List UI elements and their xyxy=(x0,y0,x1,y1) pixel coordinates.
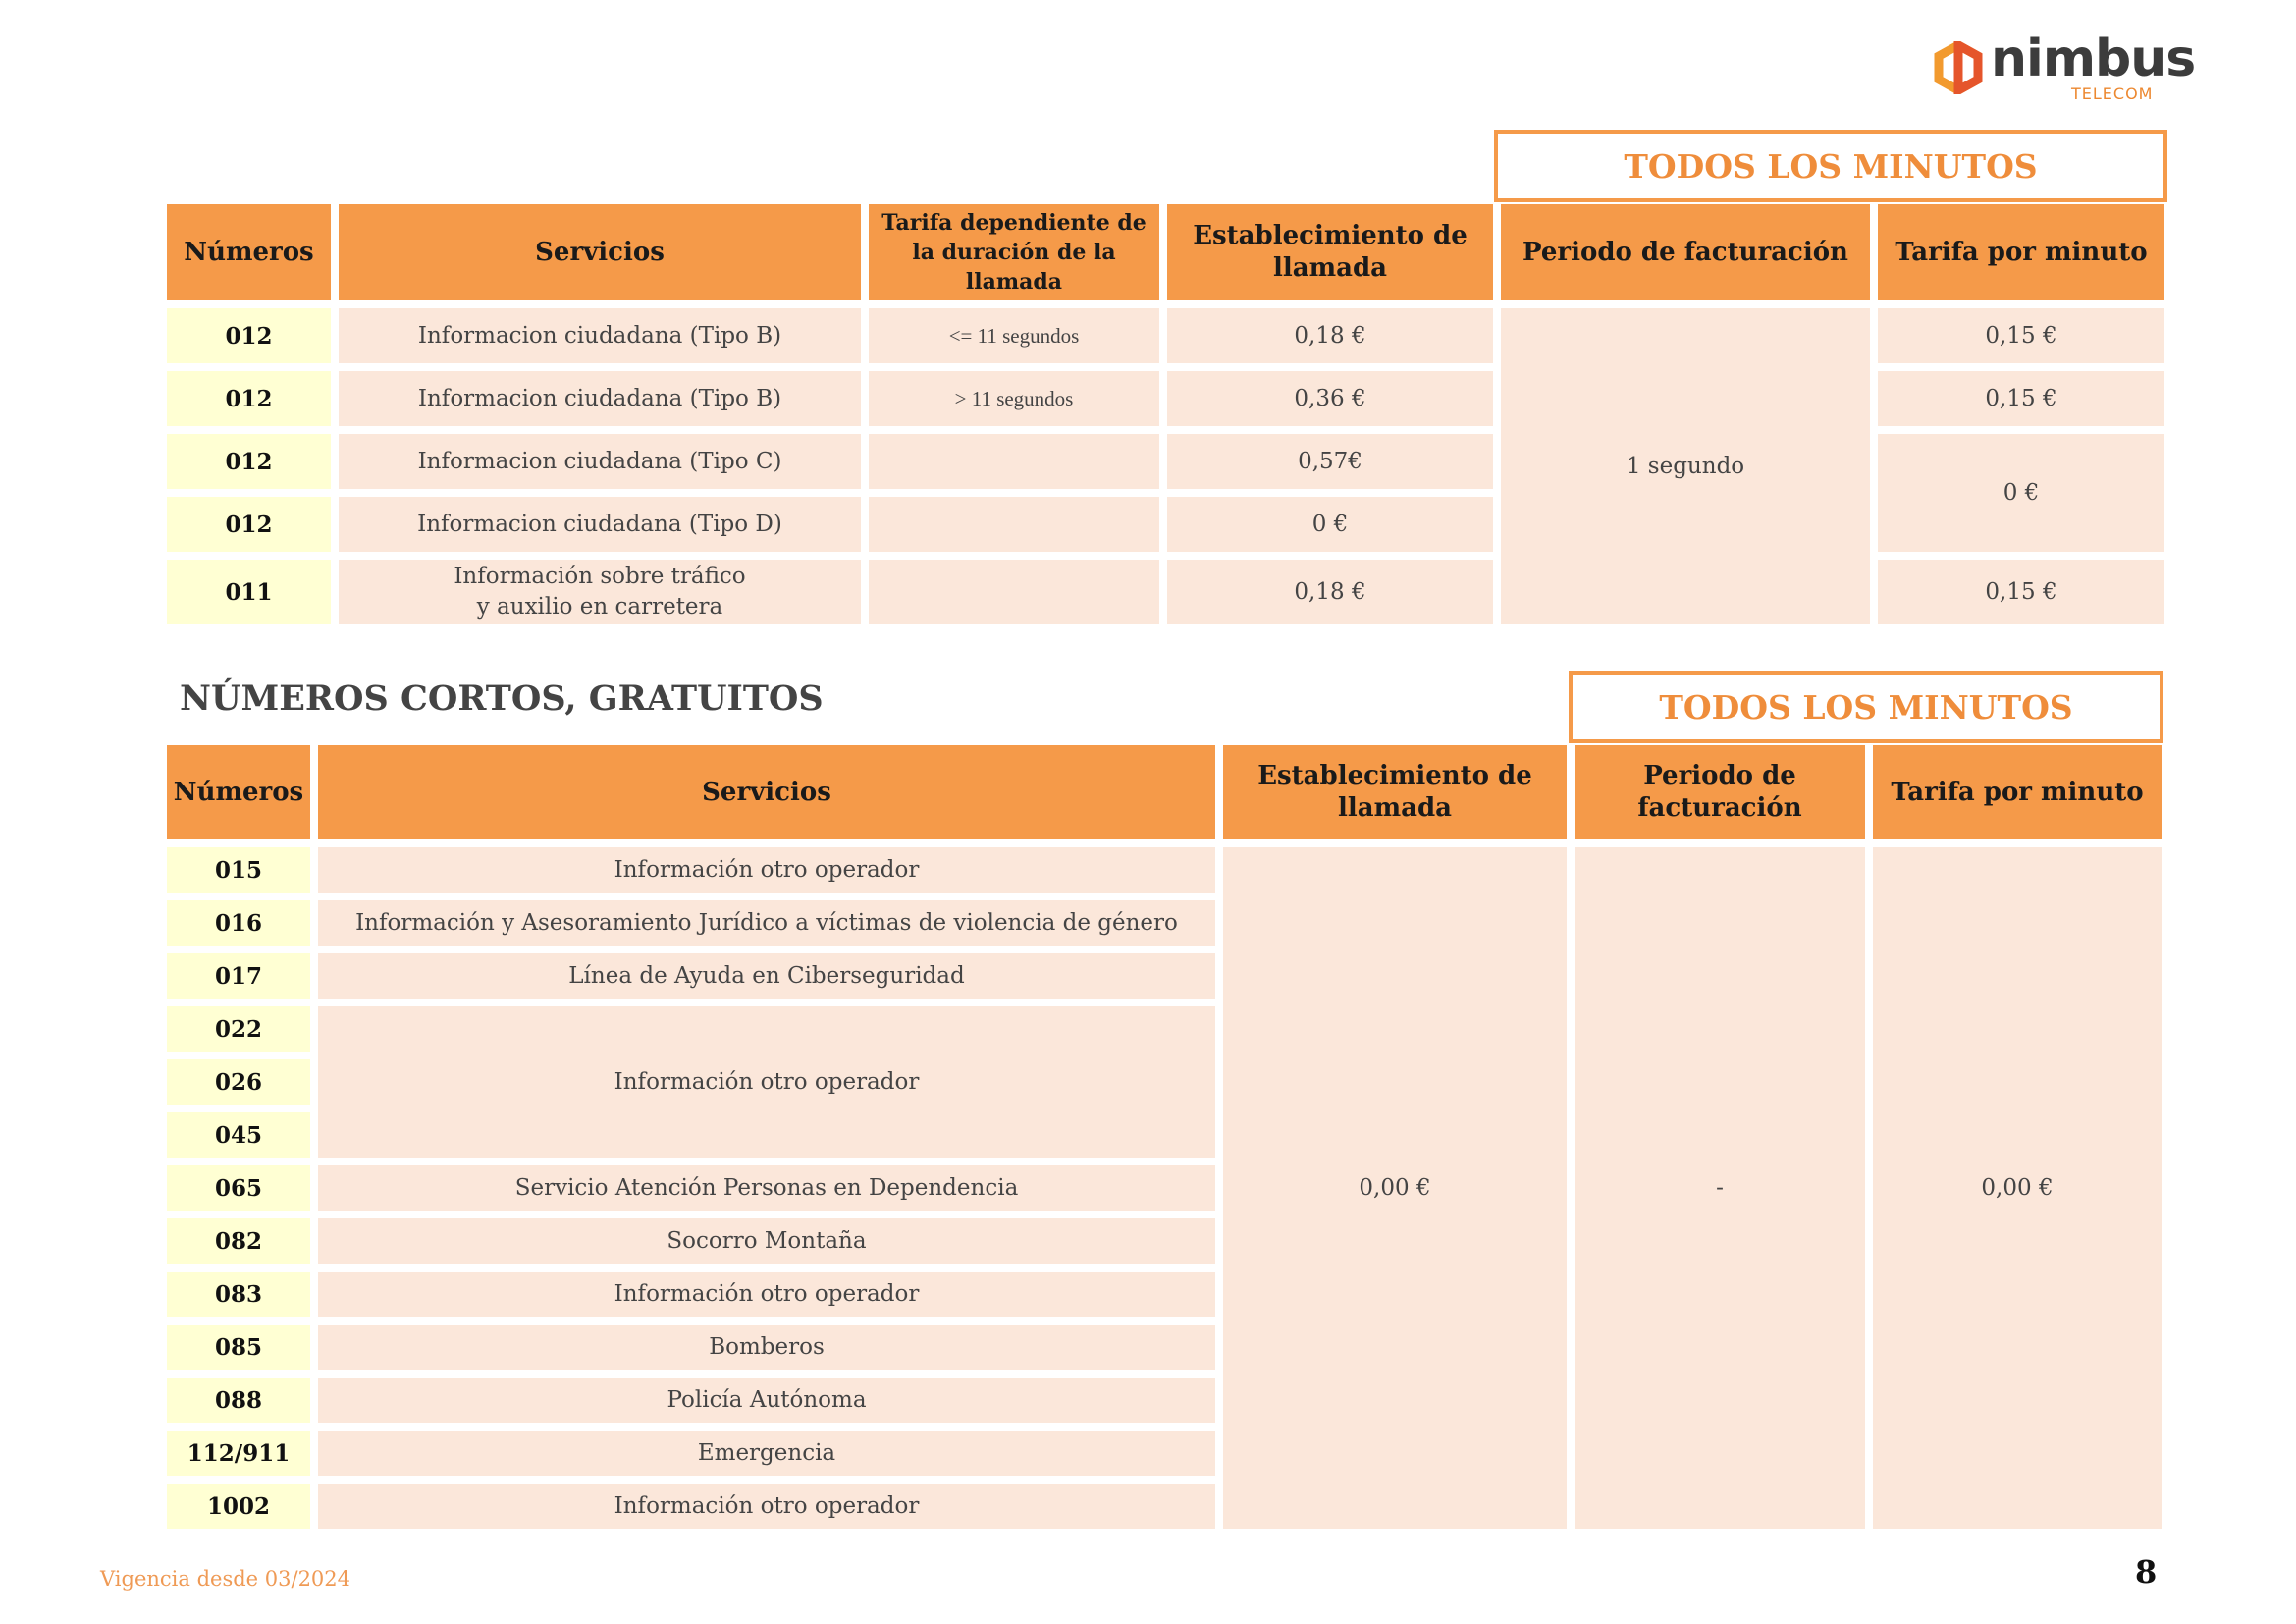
table-row-service: Informacion ciudadana (Tipo B) xyxy=(339,371,861,426)
table-row-service: Informacion ciudadana (Tipo C) xyxy=(339,434,861,489)
table-row-number: 065 xyxy=(167,1165,310,1211)
table-row-number: 083 xyxy=(167,1272,310,1317)
table-row-number: 012 xyxy=(167,497,331,552)
header-establecimiento: Establecimiento de llamada xyxy=(1223,745,1567,839)
table-row-tarifa-duracion xyxy=(869,560,1159,624)
table-row-service: Informacion ciudadana (Tipo B) xyxy=(339,308,861,363)
header-periodo: Periodo de facturación xyxy=(1575,745,1865,839)
table-row-service: Información otro operador xyxy=(318,1272,1215,1317)
table-row-service: Servicio Atención Personas en Dependencia xyxy=(318,1165,1215,1211)
table-row-service: Socorro Montaña xyxy=(318,1218,1215,1264)
table-row-establecimiento: 0,18 € xyxy=(1167,560,1493,624)
table-row-service: Información y Asesoramiento Jurídico a víctimas de violencia de género xyxy=(318,900,1215,946)
header-establecimiento: Establecimiento de llamada xyxy=(1167,204,1493,300)
page-number: 8 xyxy=(2135,1553,2158,1591)
numeros-cortos-table xyxy=(167,745,2162,1529)
table-row-number: 088 xyxy=(167,1378,310,1423)
table-row-number: 012 xyxy=(167,308,331,363)
periodo-facturacion-value: - xyxy=(1575,847,1865,1529)
todos-los-minutos-banner: TODOS LOS MINUTOS xyxy=(1494,130,2167,202)
header-servicios: Servicios xyxy=(339,204,861,300)
header-numeros: Números xyxy=(167,204,331,300)
table-row-number: 026 xyxy=(167,1059,310,1105)
table-row-tarifa-minuto: 0,15 € xyxy=(1878,308,2164,363)
table-row-service: Emergencia xyxy=(318,1431,1215,1476)
todos-los-minutos-banner: TODOS LOS MINUTOS xyxy=(1569,671,2163,743)
table-row-number: 045 xyxy=(167,1112,310,1158)
table-row-service: Informacion ciudadana (Tipo D) xyxy=(339,497,861,552)
table-row-establecimiento: 0,57€ xyxy=(1167,434,1493,489)
table-row-service xyxy=(339,560,861,624)
table-row-number: 015 xyxy=(167,847,310,893)
table-row-service: Información otro operador xyxy=(318,1484,1215,1529)
table-row-tarifa-duracion xyxy=(869,497,1159,552)
table-row-number: 1002 xyxy=(167,1484,310,1529)
header-numeros: Números xyxy=(167,745,310,839)
hexagon-logo-icon xyxy=(1932,41,1985,94)
header-periodo: Periodo de facturación xyxy=(1501,204,1870,300)
tarifa-minuto-value: 0,00 € xyxy=(1873,847,2162,1529)
table-row-number: 017 xyxy=(167,953,310,999)
establecimiento-value: 0,00 € xyxy=(1223,847,1567,1529)
logo-wordmark: nimbus xyxy=(1991,29,2196,88)
table-row-establecimiento: 0 € xyxy=(1167,497,1493,552)
table-row-number: 011 xyxy=(167,560,331,624)
table-row-number: 022 xyxy=(167,1006,310,1052)
table-row-service: Información otro operador xyxy=(318,1006,1215,1158)
service-line-2: y auxilio en carretera xyxy=(476,594,723,620)
service-line-1: Información sobre tráfico xyxy=(454,564,746,589)
table-row-number: 012 xyxy=(167,434,331,489)
table-row-service: Línea de Ayuda en Ciberseguridad xyxy=(318,953,1215,999)
vigencia-footer: Vigencia desde 03/2024 xyxy=(100,1567,351,1591)
table-row-number: 112/911 xyxy=(167,1431,310,1476)
company-logo xyxy=(1932,29,2196,106)
table-row-tarifa-duracion: <= 11 segundos xyxy=(869,308,1159,363)
table-row-tarifa-duracion xyxy=(869,434,1159,489)
section-title: NÚMEROS CORTOS, GRATUITOS xyxy=(180,678,824,719)
header-servicios: Servicios xyxy=(318,745,1215,839)
table-row-number: 085 xyxy=(167,1325,310,1370)
table-row-number: 016 xyxy=(167,900,310,946)
table-row-number: 012 xyxy=(167,371,331,426)
table-row-tarifa-minuto: 0,15 € xyxy=(1878,371,2164,426)
table-row-number: 082 xyxy=(167,1218,310,1264)
table-row-service: Bomberos xyxy=(318,1325,1215,1370)
table-row-tarifa-minuto: 0,15 € xyxy=(1878,560,2164,624)
logo-subtitle: TELECOM xyxy=(2071,84,2154,103)
table-row-service: Policía Autónoma xyxy=(318,1378,1215,1423)
table-row-service: Información otro operador xyxy=(318,847,1215,893)
header-tarifa-minuto: Tarifa por minuto xyxy=(1878,204,2164,300)
tarifas-table xyxy=(167,204,2164,624)
header-tarifa-duracion: Tarifa dependiente de la duración de la llamada xyxy=(869,204,1159,300)
periodo-facturacion-value: 1 segundo xyxy=(1501,308,1870,624)
table-row-establecimiento: 0,18 € xyxy=(1167,308,1493,363)
header-tarifa-minuto: Tarifa por minuto xyxy=(1873,745,2162,839)
table-row-tarifa-duracion: > 11 segundos xyxy=(869,371,1159,426)
table-row-tarifa-minuto: 0 € xyxy=(1878,434,2164,552)
table-row-establecimiento: 0,36 € xyxy=(1167,371,1493,426)
